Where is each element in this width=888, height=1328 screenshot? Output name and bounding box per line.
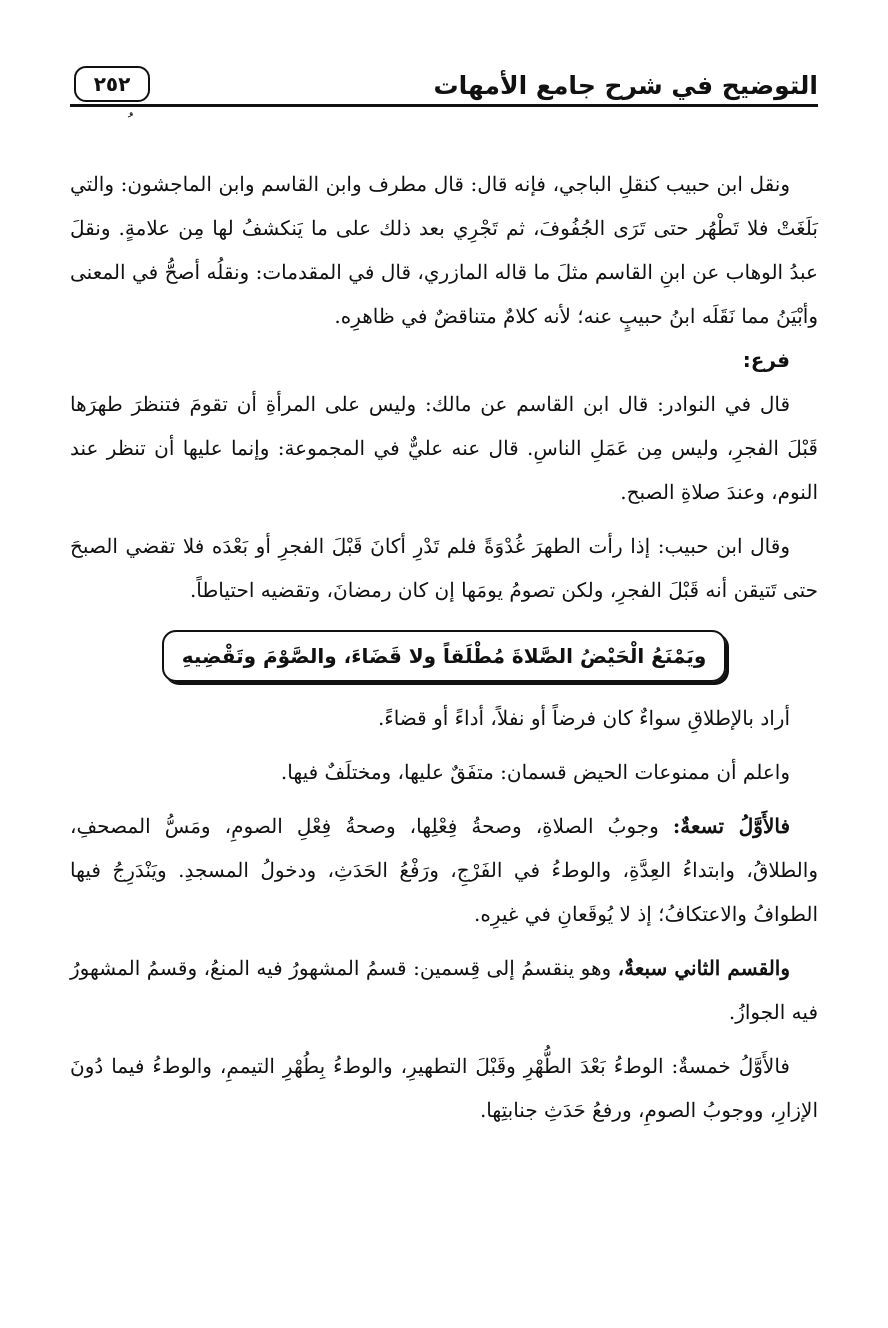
paragraph-3: وقال ابن حبيب: إذا رأت الطهرَ غُدْوَةً فلم تَدْرِ أكانَ قَبْلَ الفجرِ أو بَعْدَه فلا تقضي الصبحَ حتى تَتيقن أنه قَبْلَ الفجرِ، ولكن تصومُ يومَها إن كان رمضانَ، وتقضيه احتياطاً. <box>70 534 818 602</box>
paragraph-2: قال في النوادر: قال ابن القاسم عن مالك: وليس على المرأةِ أن تقومَ فتنظرَ طهرَها قَبْلَ الفجرِ، وليس مِن عَمَلِ الناسِ. قال عنه عليٌّ في المجموعة: وإنما عليها أن تنظر عند النوم، وعندَ صلاةِ الصبح. <box>70 392 818 504</box>
page-number-box: ٢٥٢ <box>74 66 150 102</box>
paragraph-7 <box>70 946 818 1034</box>
paragraph-6-lead: فالأَوَّلُ تسعةٌ: <box>672 814 791 838</box>
matn-container <box>70 630 818 682</box>
paragraph-7-text: وهو ينقسمُ إلى قِسمين: قسمُ المشهورُ فيه المنعُ، وقسمُ المشهورُ فيه الجوازُ. <box>70 956 818 1024</box>
paragraph-6 <box>70 804 818 936</box>
page-header <box>70 56 818 104</box>
paragraph-5: واعلم أن ممنوعات الحيض قسمان: متفَقٌ عليها، ومختلَفٌ فيها. <box>280 760 790 784</box>
running-title: التوضيح في شرح جامع الأمهات <box>433 71 818 100</box>
paragraph-6-text: وجوبُ الصلاةِ، وصحةُ فِعْلِها، وصحةُ فِعْلِ الصومِ، ومَسُّ المصحفِ، والطلاقُ، وابتداءُ العِدَّةِ، والوطءُ في الفَرْجِ، ورَفْعُ الحَدَثِ، ودخولُ المسجدِ. ويَنْدَرِجُ فيها الطوافُ والاعتكافُ؛ إذ لا يُوقَعانِ في غيرِه. <box>70 814 818 926</box>
paragraph-4: أراد بالإطلاقِ سواءٌ كان فرضاً أو نفلاً، أداءً أو قضاءً. <box>377 706 790 730</box>
paragraph-1: ونقل ابن حبيب كنقلِ الباجي، فإنه قال: قال مطرف وابن القاسم وابن الماجشون: والتي بَلَغَتْ فلا تَطْهُر حتى تَرَى الجُفُوفَ، ثم تَجْرِي بعد ذلك على ما يَنكشفُ لها مِن علامةٍ. ونقلَ عبدُ الوهاب عن ابنِ القاسم مثلَ ما قاله المازري، قال في المقدمات: ونقلُه أصحُّ في المعنى وأبْيَنُ مما نَقَلَه ابنُ حبيبٍ عنه؛ لأنه كلامٌ متناقضٌ في ظاهرِه. <box>70 172 818 328</box>
subheading-far: فرع: <box>742 348 790 372</box>
page-body <box>70 162 818 1132</box>
header-rule <box>70 104 818 107</box>
matn-text-box: ويَمْنَعُ الْحَيْضُ الصَّلاةَ مُطْلَقاً ولا قَضَاءَ، والصَّوْمَ وتَقْضِيهِ <box>162 630 727 682</box>
paragraph-8: فالأَوَّلُ خمسةٌ: الوطءُ بَعْدَ الطُّهْرِ وقَبْلَ التطهيرِ، والوطءُ بِطُهْرِ التيممِ، والوطءُ فيما دُونَ الإزارِ، ووجوبُ الصومِ، ورفعُ حَدَثِ جنابتِها. <box>70 1054 818 1122</box>
paragraph-7-lead: والقسم الثاني سبعةٌ، <box>617 956 790 980</box>
